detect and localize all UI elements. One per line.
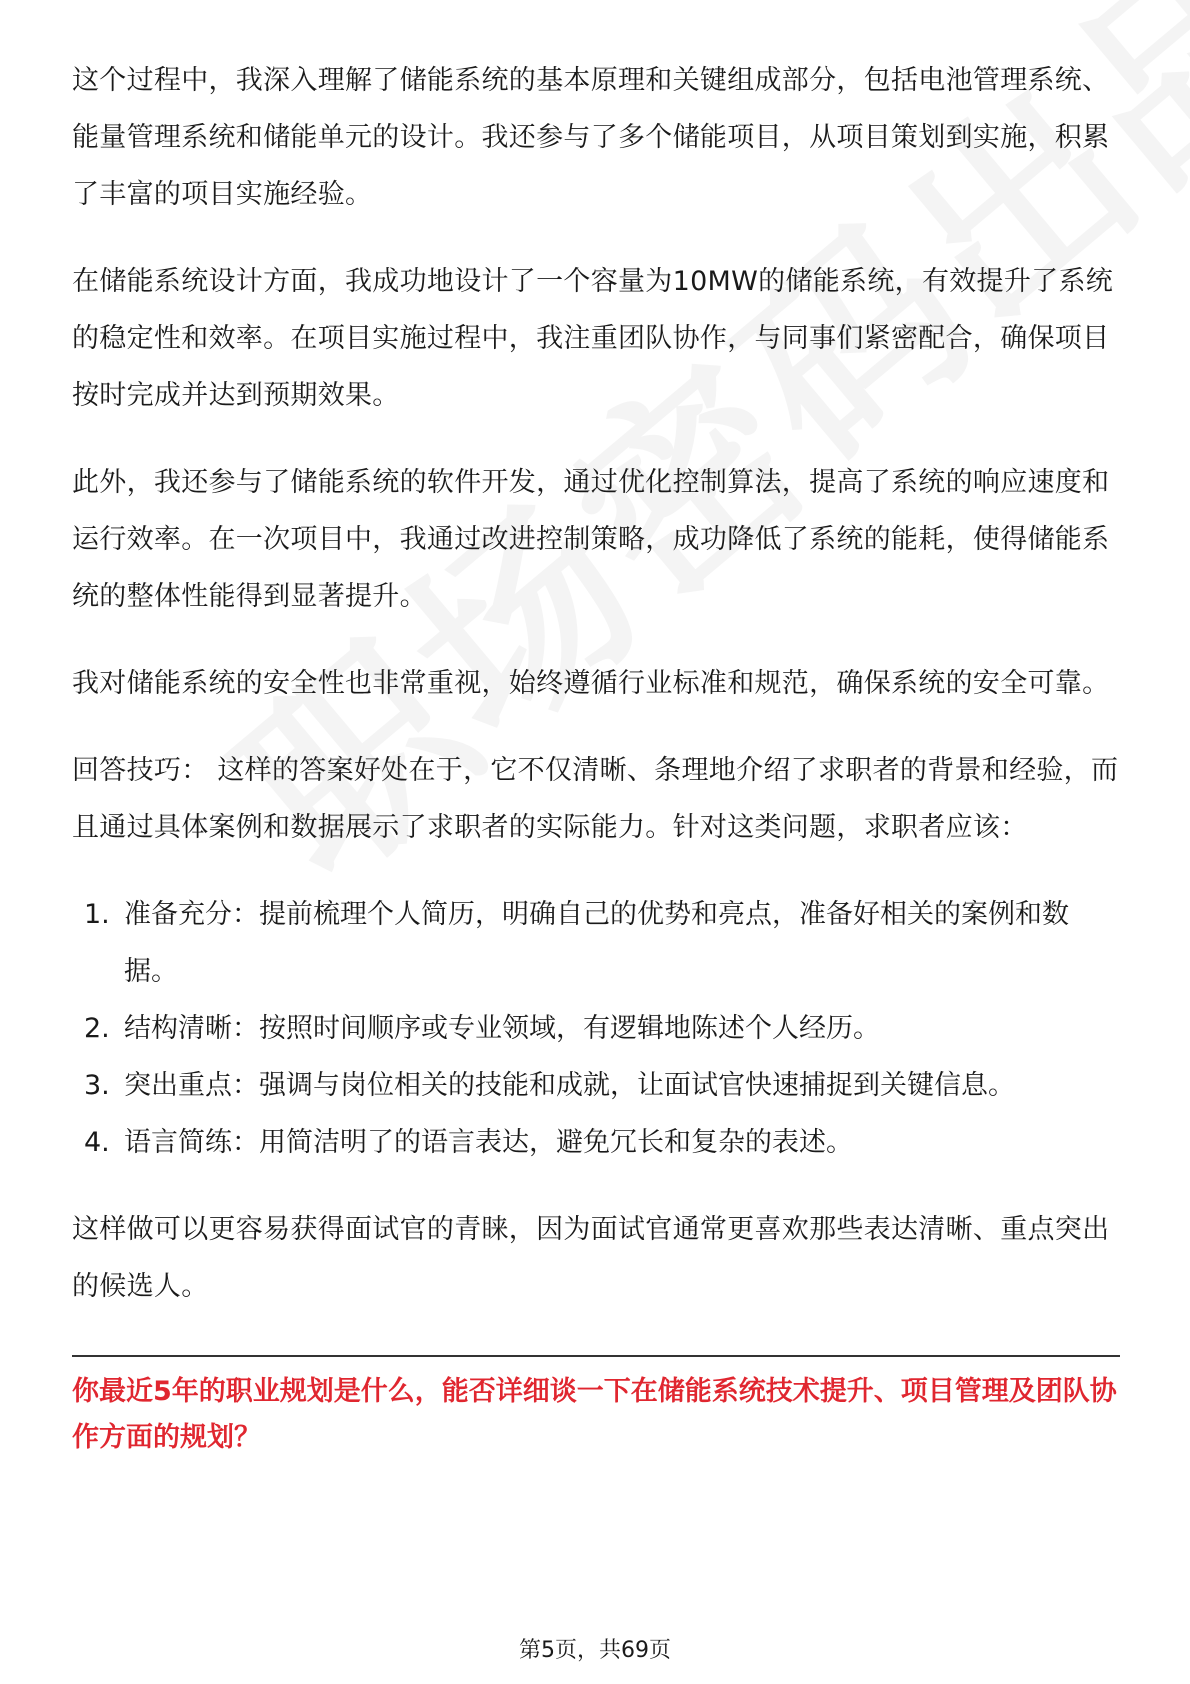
document-body: [72, 52, 1120, 1461]
paragraph-learning: 这个过程中，我深入理解了储能系统的基本原理和关键组成部分，包括电池管理系统、能量管理系统和储能单元的设计。我还参与了多个储能项目，从项目策划到实施，积累了丰富的项目实施经验。: [72, 65, 1110, 210]
list-item: [72, 1114, 1120, 1171]
list-item: [72, 1000, 1120, 1057]
page-footer: 第5页，共69页: [519, 1638, 671, 1663]
list-text: 语言简练：用简洁明了的语言表达，避免冗长和复杂的表述。: [124, 1127, 853, 1158]
paragraph-safety: 我对储能系统的安全性也非常重视，始终遵循行业标准和规范，确保系统的安全可靠。: [72, 668, 1110, 699]
list-text: 准备充分：提前梳理个人简历，明确自己的优势和亮点，准备好相关的案例和数据。: [124, 899, 1069, 987]
paragraph-answer-tips: 回答技巧： 这样的答案好处在于，它不仅清晰、条理地介绍了求职者的背景和经验，而且通过具体案例和数据展示了求职者的实际能力。针对这类问题，求职者应该：: [72, 755, 1119, 843]
list-item: [72, 886, 1120, 1000]
paragraph-software: 此外，我还参与了储能系统的软件开发，通过优化控制算法，提高了系统的响应速度和运行效率。在一次项目中，我通过改进控制策略，成功降低了系统的能耗，使得储能系统的整体性能得到显著提升。: [72, 467, 1110, 612]
list-text: 突出重点：强调与岗位相关的技能和成就，让面试官快速捕捉到关键信息。: [124, 1070, 1015, 1101]
paragraph-design: 在储能系统设计方面，我成功地设计了一个容量为10MW的储能系统，有效提升了系统的稳定性和效率。在项目实施过程中，我注重团队协作，与同事们紧密配合，确保项目按时完成并达到预期效果。: [72, 266, 1114, 411]
paragraph-closing: 这样做可以更容易获得面试官的青睐，因为面试官通常更喜欢那些表达清晰、重点突出的候选人。: [72, 1214, 1110, 1302]
section-divider: [72, 1355, 1120, 1357]
list-number: 3.: [84, 1070, 110, 1101]
list-item: [72, 1057, 1120, 1114]
list-number: 2.: [84, 1013, 110, 1044]
list-text: 结构清晰：按照时间顺序或专业领域，有逻辑地陈述个人经历。: [124, 1013, 880, 1044]
list-number: 1.: [84, 899, 110, 930]
next-question-heading: 你最近5年的职业规划是什么，能否详细谈一下在储能系统技术提升、项目管理及团队协作方面的规划？: [72, 1376, 1117, 1453]
tips-list: [72, 886, 1120, 1171]
list-number: 4.: [84, 1127, 110, 1158]
